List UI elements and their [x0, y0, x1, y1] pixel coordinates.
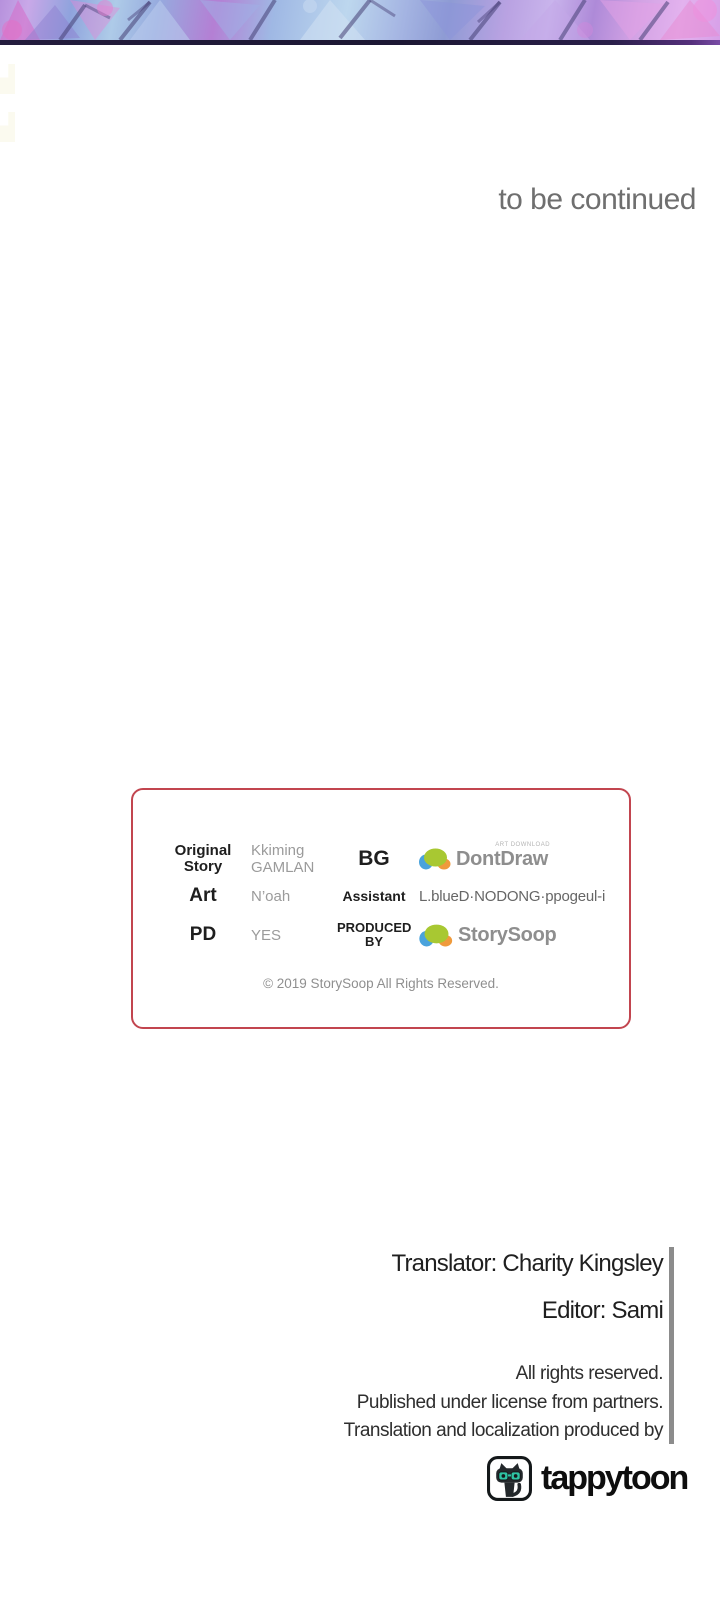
crystal-trees-art — [0, 0, 720, 40]
storysoop-wordmark: StorySoop — [458, 923, 557, 946]
assistant-label: Assistant — [342, 888, 406, 904]
pd-value: YES — [251, 926, 282, 944]
dontdraw-tagline: ART DOWNLOAD — [495, 842, 551, 848]
credits-row-original-story — [133, 842, 629, 876]
editor-credit: Editor: Sami — [541, 1297, 663, 1324]
rights-line: All rights reserved. — [515, 1363, 663, 1384]
tappytoon-cat-icon — [487, 1456, 532, 1501]
credits-box — [131, 788, 631, 1029]
page-edge-smudge — [0, 64, 15, 94]
storysoop-logo — [419, 923, 556, 948]
dontdraw-cloud-icon — [419, 847, 451, 871]
chapter-artwork-strip — [0, 0, 720, 40]
dontdraw-wordmark: DontDraw — [456, 847, 549, 870]
credits-row-art — [133, 884, 629, 908]
page-edge-smudge — [0, 112, 15, 142]
bg-value — [411, 842, 629, 871]
bg-label: BG — [358, 847, 390, 870]
rights-line: Translation and localization produced by — [343, 1420, 663, 1441]
credits-vertical-rule — [669, 1247, 674, 1444]
art-label: Art — [189, 885, 217, 906]
storysoop-cloud-icon — [419, 923, 453, 948]
produced-by-label: PRODUCED BY — [337, 920, 412, 949]
dontdraw-logo — [419, 842, 551, 871]
rights-notice — [344, 1360, 663, 1446]
credits-row-pd — [133, 918, 629, 952]
original-story-value: Kkiming GAMLAN — [251, 842, 315, 876]
original-story-label: Original Story — [174, 842, 232, 875]
tappytoon-wordmark: tappytoon — [541, 1459, 688, 1497]
assistant-value: L.blueD·NODONG·ppogeul-i — [419, 887, 606, 905]
to-be-continued-text: to be continued — [498, 183, 696, 216]
produced-by-value — [411, 923, 629, 948]
copyright-line: © 2019 StorySoop All Rights Reserved. — [263, 976, 499, 991]
rights-line: Published under license from partners. — [356, 1391, 663, 1413]
artwork-bottom-border — [0, 40, 720, 45]
tappytoon-logo — [487, 1456, 687, 1501]
translator-credit: Translator: Charity Kingsley — [391, 1250, 663, 1277]
art-value: N’oah — [251, 887, 291, 905]
pd-label: PD — [189, 924, 217, 945]
localization-staff — [392, 1250, 663, 1325]
